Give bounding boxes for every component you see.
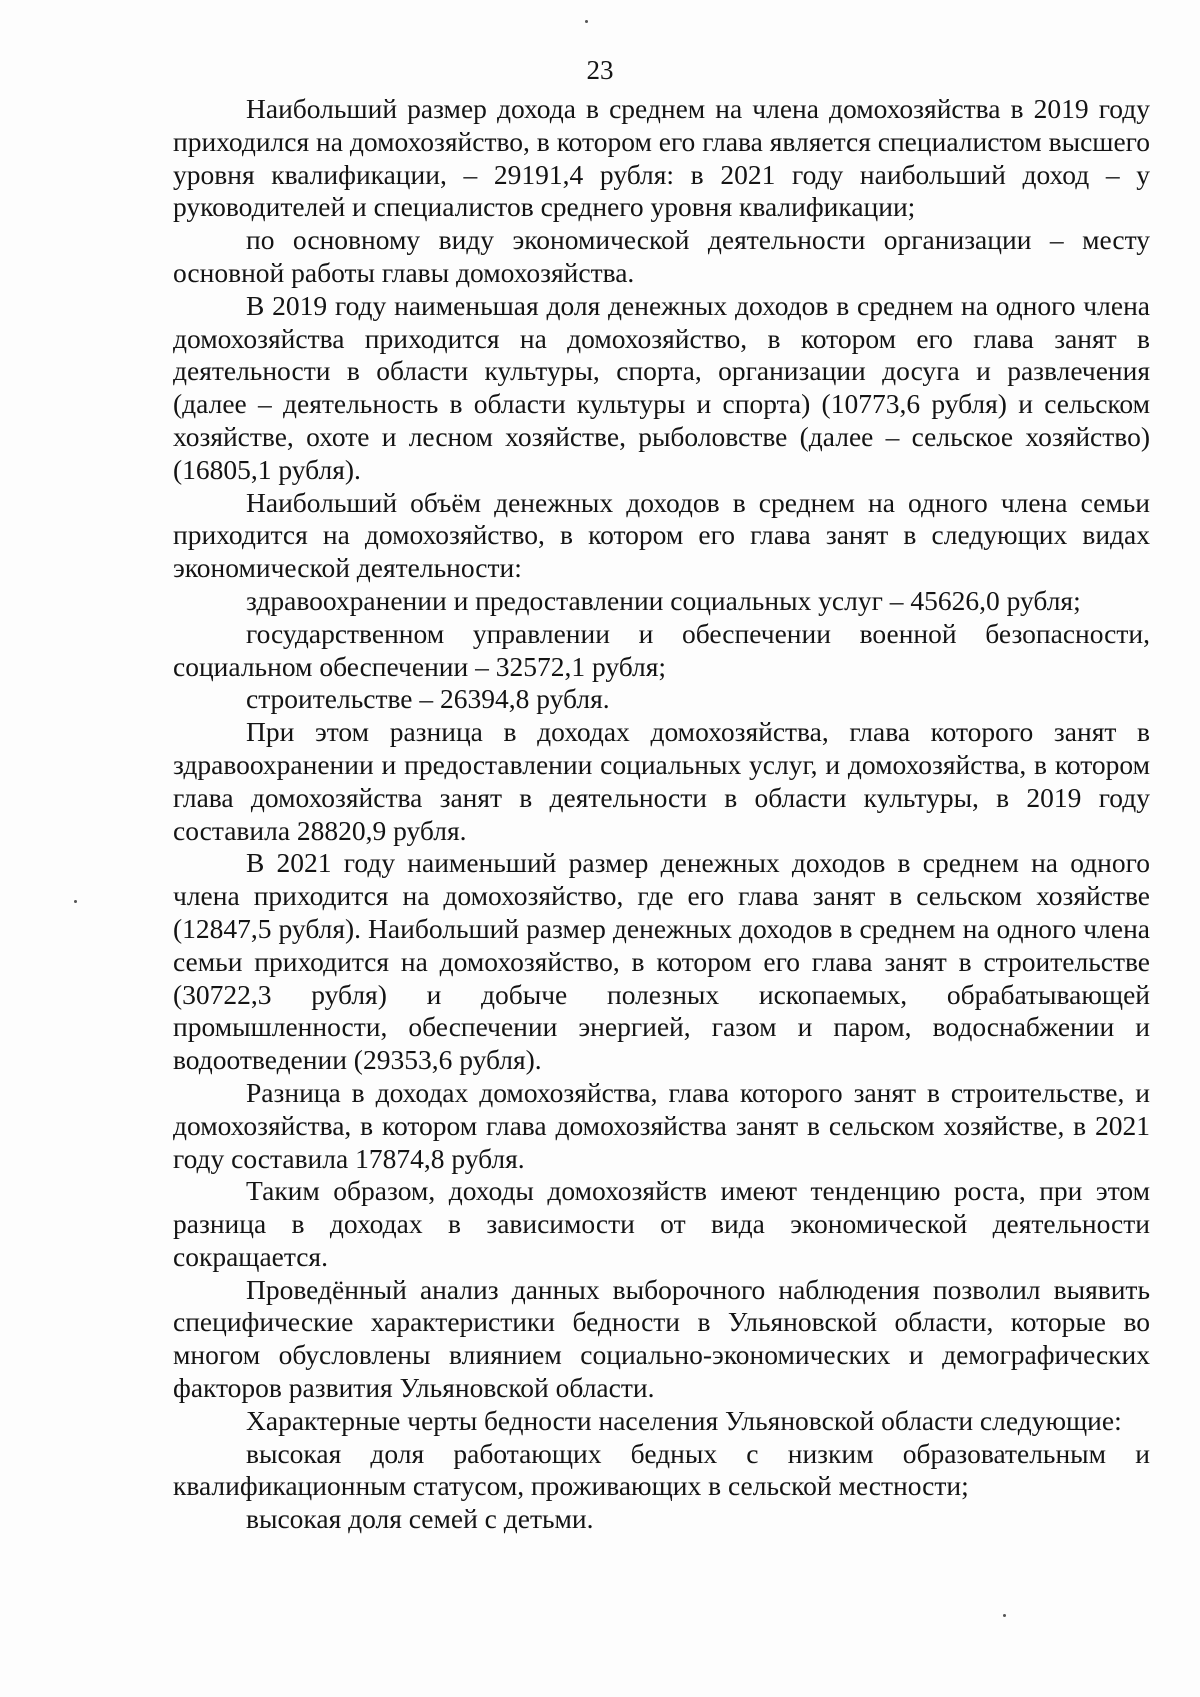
- paragraph: по основному виду экономической деятельности организации – месту основной работы главы домохозяйства.: [173, 224, 1150, 288]
- paragraph: Наибольший объём денежных доходов в среднем на одного члена семьи приходится на домохозяйство, в котором его глава занят в следующих видах экономической деятельности:: [173, 486, 1150, 584]
- list-item: государственном управлении и обеспечении военной безопасности, социальном обеспечении – 32572,1 рубля;: [173, 617, 1150, 682]
- scan-speck: [74, 900, 77, 903]
- list-item: здравоохранении и предоставлении социальных услуг – 45626,0 рубля;: [246, 584, 1081, 616]
- paragraph: В 2021 году наименьший размер денежных доходов в среднем на одного члена приходится на домохозяйство, где его глава занят в сельском хозяйстве (12847,5 рубля). Наибольший размер денежных доходов в среднем на одного члена семьи приходится на домохозяйство, в котором его глава занят в строительстве (30722,3 рубля) и добыче полезных ископаемых, обрабатывающей промышленности, обеспечении энергией, газом и паром, водоснабжении и водоотведении (29353,6 рубля).: [173, 847, 1150, 1076]
- paragraph: Проведённый анализ данных выборочного наблюдения позволил выявить специфические характеристики бедности в Ульяновской области, которые во многом обусловлены влиянием социально-экономических и демографических факторов развития Ульяновской области.: [173, 1273, 1150, 1404]
- paragraph: В 2019 году наименьшая доля денежных доходов в среднем на одного члена домохозяйства приходится на домохозяйство, в котором его глава занят в деятельности в области культуры, спорта, организации досуга и развлечения (далее – деятельность в области культуры и спорта) (10773,6 рубля) и сельском хозяйстве, охоте и лесном хозяйстве, рыболовстве (далее – сельское хозяйство) (16805,1 рубля).: [173, 289, 1150, 485]
- list-item: высокая доля работающих бедных с низким образовательным и квалификационным статусом, проживающих в сельской местности;: [173, 1437, 1150, 1502]
- scan-speck: [585, 20, 588, 23]
- paragraph: Разница в доходах домохозяйства, глава которого занят в строительстве, и домохозяйства, в котором глава домохозяйства занят в сельском хозяйстве, в 2021 году составила 17874,8 рубля.: [173, 1076, 1150, 1174]
- paragraph: Наибольший размер дохода в среднем на члена домохозяйства в 2019 году приходился на домохозяйство, в котором его глава является специалистом высшего уровня квалификации, – 29191,4 рубля: в 2021 году наибольший доход – у руководителей и специалистов среднего уровня квалификации;: [173, 93, 1150, 223]
- paragraph: Таким образом, доходы домохозяйств имеют тенденцию роста, при этом разница в доходах в зависимости от вида экономической деятельности сокращается.: [173, 1175, 1150, 1272]
- paragraph: Характерные черты бедности населения Ульяновской области следующие:: [246, 1404, 1122, 1436]
- page-number: 23: [586, 55, 614, 85]
- list-item: строительстве – 26394,8 рубля.: [246, 683, 610, 715]
- scan-speck: [1003, 1614, 1006, 1617]
- paragraph: При этом разница в доходах домохозяйства, глава которого занят в здравоохранении и предоставлении социальных услуг, и домохозяйства, в котором глава домохозяйства занят в деятельности в области культуры, в 2019 году составила 28820,9 рубля.: [173, 716, 1150, 846]
- document-body: [173, 93, 1150, 1536]
- list-item: высокая доля семей с детьми.: [246, 1503, 594, 1535]
